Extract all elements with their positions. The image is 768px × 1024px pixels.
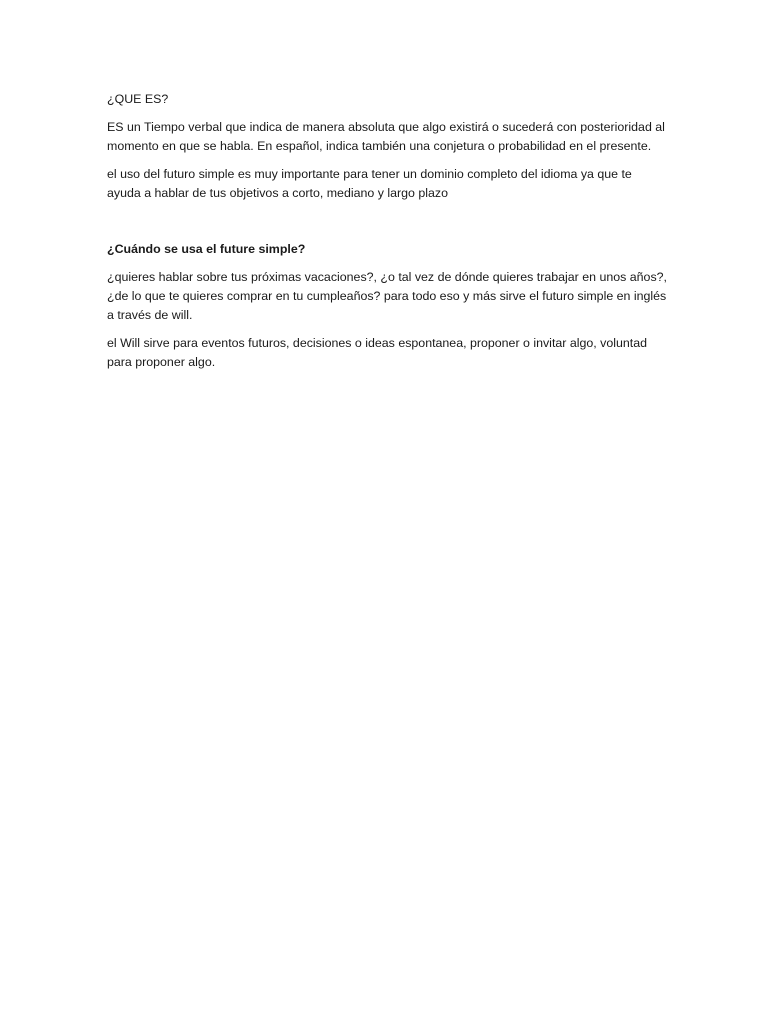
paragraph-will: el Will sirve para eventos futuros, decisiones o ideas espontanea, proponer o invitar algo, voluntad para proponer algo.: [107, 336, 647, 369]
paragraph-uses: ¿quieres hablar sobre tus próximas vacaciones?, ¿o tal vez de dónde quieres trabajar en unos años?, ¿de lo que te quieres comprar en tu cumpleaños? para todo eso y más sirve el futuro simple en inglés a través de will.: [107, 270, 667, 322]
section-spacer: [107, 212, 667, 240]
section-heading-que-es: ¿QUE ES?: [107, 92, 169, 106]
paragraph-definition: ES un Tiempo verbal que indica de manera absoluta que algo existirá o sucederá con posterioridad al momento en que se habla. En español, indica también una conjetura o probabilidad en el presente.: [107, 120, 665, 153]
section-heading-cuando: ¿Cuándo se usa el future simple?: [107, 242, 306, 256]
paragraph-importance: el uso del futuro simple es muy importante para tener un dominio completo del idioma ya que te ayuda a hablar de tus objetivos a corto, mediano y largo plazo: [107, 167, 632, 200]
document-body: [107, 90, 667, 381]
